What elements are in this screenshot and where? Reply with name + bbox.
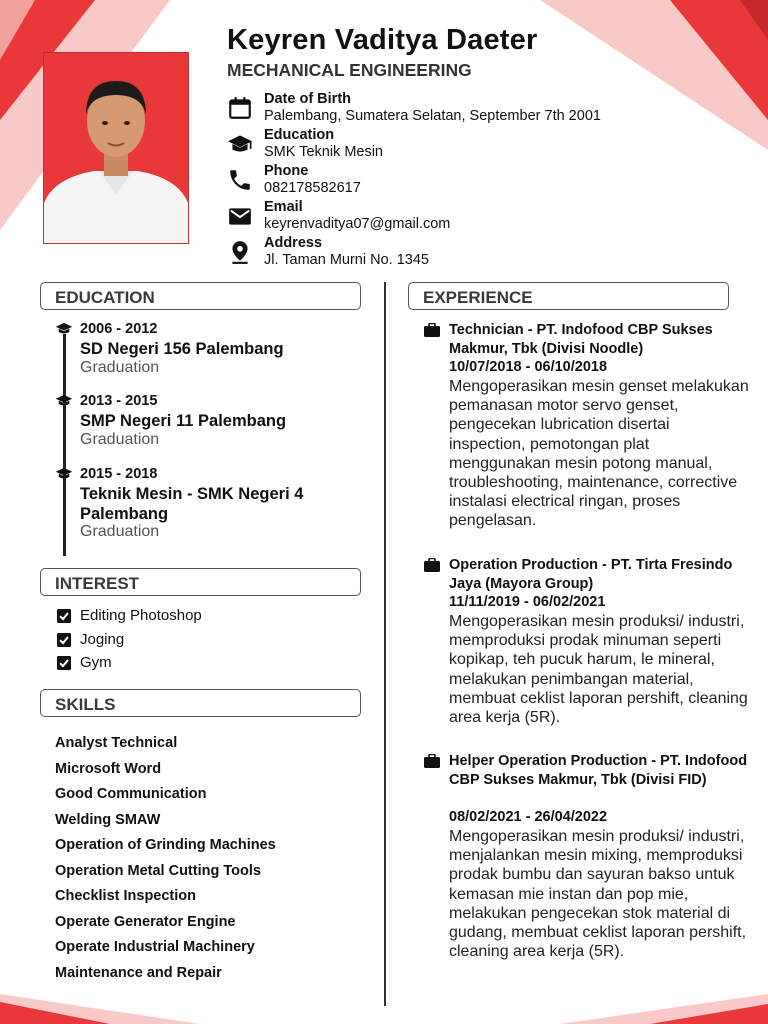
skills-heading: SKILLS xyxy=(40,689,361,717)
experience-date: 08/02/2021 - 26/04/2022 xyxy=(449,809,608,825)
briefcase-icon xyxy=(424,754,440,768)
info-value: keyrenvaditya07@gmail.com xyxy=(264,216,451,232)
graduation-cap-icon xyxy=(55,394,73,408)
skill-item: Operate Industrial Machinery xyxy=(55,939,255,955)
experience-title: Operation Production - PT. Tirta Fresindo Jaya (Mayora Group) xyxy=(449,557,733,593)
education-school: SD Negeri 156 Palembang xyxy=(80,340,284,358)
bottom-right-corner-decoration xyxy=(560,994,768,1024)
skill-item: Operation Metal Cutting Tools xyxy=(55,863,261,879)
briefcase-icon xyxy=(424,323,440,337)
bottom-left-corner-decoration xyxy=(0,994,200,1024)
info-address xyxy=(227,235,687,271)
skill-item: Checklist Inspection xyxy=(55,888,197,904)
checkbox-checked-icon xyxy=(57,609,71,623)
graduation-cap-icon xyxy=(227,131,253,157)
experience-description: Mengoperasikan mesin genset melakukan pemanasan motor servo genset, pengecekan lubrication disertai inspection, pemotongan plat menggunakan mesin potong manual, troubleshooting, maintenance, corrective instalasi electrical ringan, proses pengelasan. xyxy=(449,378,749,530)
email-icon xyxy=(227,203,253,229)
education-years: 2015 - 2018 xyxy=(80,466,158,482)
interest-label: Gym xyxy=(80,654,112,671)
education-timeline xyxy=(63,334,66,556)
experience-title: Helper Operation Production - PT. Indofood CBP Sukses Makmur, Tbk (Divisi FID) xyxy=(449,753,748,789)
experience-heading: EXPERIENCE xyxy=(408,282,729,310)
checkbox-checked-icon xyxy=(57,633,71,647)
info-value: SMK Teknik Mesin xyxy=(264,144,383,160)
checkbox-checked-icon xyxy=(57,656,71,670)
education-school: SMP Negeri 11 Palembang xyxy=(80,412,287,430)
skill-item: Microsoft Word xyxy=(55,761,162,777)
column-divider xyxy=(384,282,386,1006)
skill-item: Maintenance and Repair xyxy=(55,965,222,981)
location-pin-icon xyxy=(227,239,253,265)
info-value: Palembang, Sumatera Selatan, September 7th 2001 xyxy=(264,108,601,124)
skill-item: Operate Generator Engine xyxy=(55,914,236,930)
experience-description: Mengoperasikan mesin produksi/ industri, memproduksi prodak minuman seperti kopikap, teh pucuk harum, le mineral, melakukan penimbangan material, membuat ceklist laporan pershift, cleaning area kerja (5R). xyxy=(449,613,748,727)
info-label: Phone xyxy=(264,163,309,179)
education-years: 2013 - 2015 xyxy=(80,393,158,409)
experience-date: 11/11/2019 - 06/02/2021 xyxy=(449,594,606,610)
info-value: Jl. Taman Murni No. 1345 xyxy=(264,252,429,268)
experience-title: Technician - PT. Indofood CBP Sukses Makmur, Tbk (Divisi Noodle) xyxy=(449,322,713,358)
profile-photo xyxy=(43,52,189,244)
info-date-of-birth xyxy=(227,91,687,127)
info-label: Address xyxy=(264,235,323,251)
info-education xyxy=(227,127,687,163)
education-status: Graduation xyxy=(80,359,160,376)
experience-description: Mengoperasikan mesin produksi/ industri, menjalankan mesin mixing, memproduksi prodak bumbu dan sayuran bakso untuk kemasan mie instan dan pop mie, melakukan pengecekan stok material di gudang, membuat ceklist laporan pershift, cleaning area kerja (5R). xyxy=(449,828,747,961)
applicant-role: MECHANICAL ENGINEERING xyxy=(227,60,472,80)
skill-item: Operation of Grinding Machines xyxy=(55,837,276,853)
interest-label: Editing Photoshop xyxy=(80,607,202,624)
education-status: Graduation xyxy=(80,431,160,448)
experience-date: 10/07/2018 - 06/10/2018 xyxy=(449,359,608,375)
info-label: Date of Birth xyxy=(264,91,351,107)
person-silhouette-icon xyxy=(44,53,188,243)
briefcase-icon xyxy=(424,558,440,572)
phone-icon xyxy=(227,167,253,193)
education-school: Teknik Mesin - SMK Negeri 4 Palembang xyxy=(80,485,304,523)
interest-label: Joging xyxy=(80,631,125,648)
interest-heading: INTEREST xyxy=(40,568,361,596)
education-status: Graduation xyxy=(80,523,160,540)
skill-item: Analyst Technical xyxy=(55,735,178,751)
info-phone xyxy=(227,163,687,199)
graduation-cap-icon xyxy=(55,322,73,336)
education-years: 2006 - 2012 xyxy=(80,321,158,337)
calendar-icon xyxy=(227,95,253,121)
skill-item: Welding SMAW xyxy=(55,812,161,828)
info-value: 082178582617 xyxy=(264,180,361,196)
applicant-name: Keyren Vaditya Daeter xyxy=(227,24,538,56)
info-label: Education xyxy=(264,127,335,143)
info-email xyxy=(227,199,687,235)
info-label: Email xyxy=(264,199,303,215)
skill-item: Good Communication xyxy=(55,786,207,802)
education-heading: EDUCATION xyxy=(40,282,361,310)
graduation-cap-icon xyxy=(55,467,73,481)
